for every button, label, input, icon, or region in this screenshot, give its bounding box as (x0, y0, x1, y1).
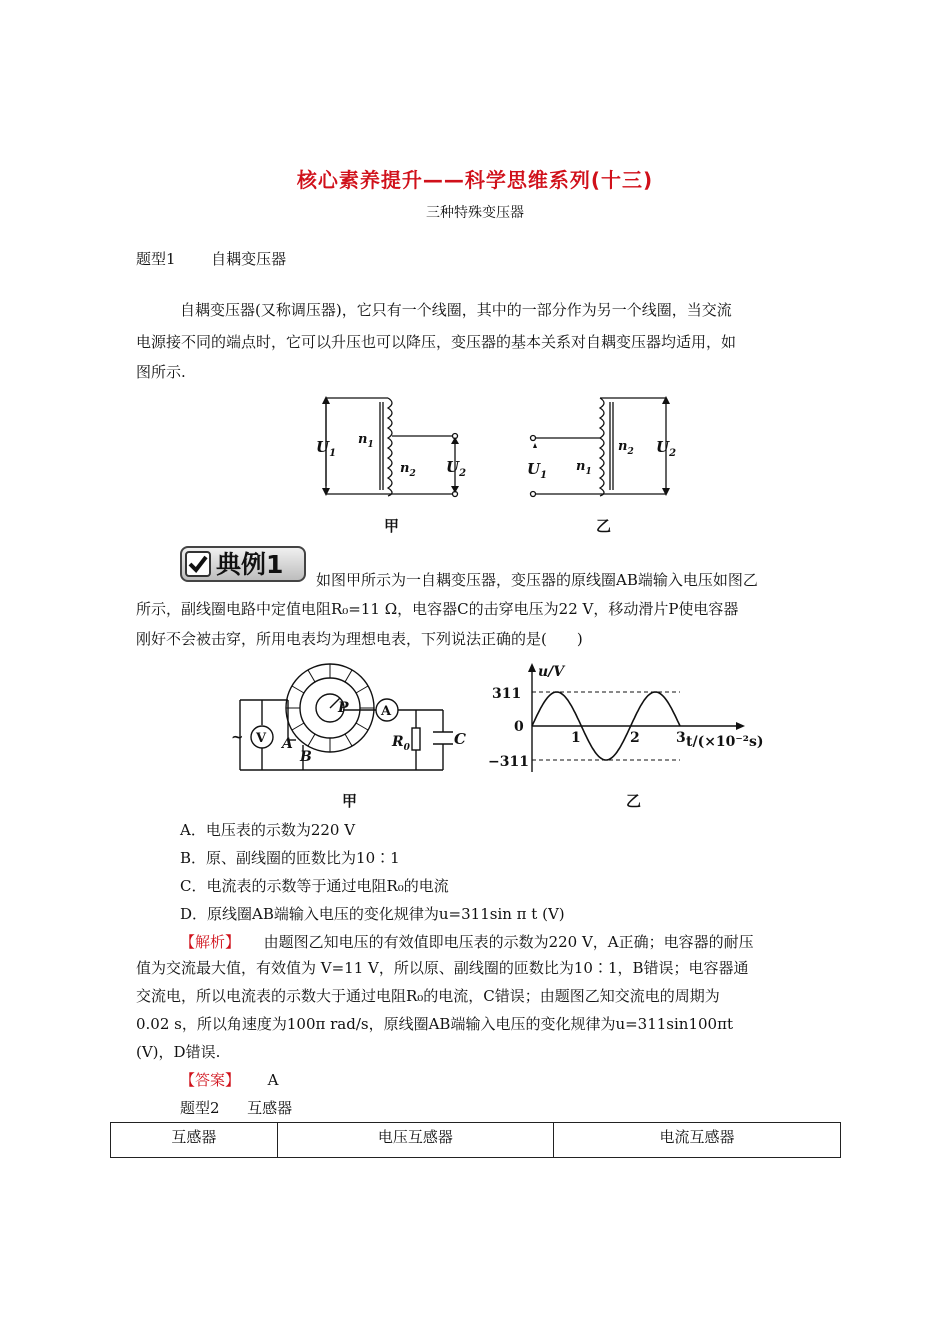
fig1-right-U2: $U_2$ (656, 438, 677, 459)
analysis-tag: 【解析】 (180, 933, 241, 951)
page-subtitle: 三种特殊变压器 (426, 205, 524, 221)
fig2-label-yi: 乙 (626, 792, 642, 810)
option-c: C．电流表的示数等于通过电阻R₀的电流 (180, 877, 449, 895)
section1-para-line2: 电源接不同的端点时，它可以升压也可以降压，变压器的基本关系对自耦变压器均适用，如 (136, 333, 737, 351)
example-question-line2: 所示，副线圈电路中定值电阻R₀=11 Ω，电容器C的击穿电压为22 V，移动滑片P使电容器 (136, 600, 739, 618)
fig1-label-yi: 乙 (596, 517, 612, 535)
section1-heading (136, 249, 286, 269)
section2-num: 题型2 (180, 1099, 220, 1117)
y-axis-arrow-icon (528, 663, 536, 672)
voltage-time-chart (482, 660, 772, 780)
x-tick-3: 3 (676, 730, 686, 746)
analysis-line5: (V)，D错误. (136, 1043, 221, 1061)
y-tick-0: 0 (514, 719, 524, 735)
fig1-left-n2: $n_2$ (400, 461, 416, 479)
example-question-line3: 刚好不会被击穿，所用电表均为理想电表，下列说法正确的是( ) (136, 630, 583, 648)
autotransformer-figure (300, 390, 700, 540)
fig1-right-U1: $U_1$ (527, 460, 548, 481)
section1-para-line1: 自耦变压器(又称调压器)，它只有一个线圈，其中的一部分作为另一个线圈，当交流 (180, 301, 732, 319)
example-badge-label: 典例1 (216, 550, 284, 579)
analysis-text1: 由题图乙知电压的有效值即电压表的示数为220 V，A正确；电容器的耐压 (263, 933, 754, 951)
option-b: B．原、副线圈的匝数比为10∶1 (180, 849, 400, 867)
analysis-line4: 0.02 s，所以角速度为100π rad/s，原线圈AB端输入电压的变化规律为u=311sin100πt (136, 1015, 733, 1033)
option-a: A．电压表的示数为220 V (180, 821, 356, 839)
fig1-left-U2: $U_2$ (446, 458, 467, 479)
fig1-left-U1: $U_1$ (316, 438, 337, 459)
resistor-R0: $R_0$ (392, 734, 410, 753)
ac-source-tilde: ~ (231, 728, 244, 746)
section1-para-line3: 图所示. (136, 363, 186, 381)
example-badge (180, 546, 306, 582)
check-icon (185, 551, 211, 577)
fig2-label-jia: 甲 (342, 792, 358, 810)
x-axis-arrow-icon (736, 722, 745, 730)
fig1-label-jia: 甲 (384, 517, 400, 535)
section2-title: 互感器 (247, 1099, 293, 1117)
slider-P: P (338, 700, 349, 716)
answer-tag: 【答案】 (180, 1071, 241, 1089)
analysis-line3: 交流电，所以电流表的示数大于通过电阻R₀的电流，C错误；由题图乙知交流电的周期为 (136, 987, 720, 1005)
y-tick-neg311: −311 (488, 754, 529, 770)
x-tick-1: 1 (571, 730, 581, 746)
analysis-line2: 值为交流最大值，有效值为 V=11 V，所以原、副线圈的匝数比为10∶1，B错误；电容器通 (136, 959, 749, 977)
section2-heading (180, 1098, 292, 1118)
example-question-line1: 如图甲所示为一自耦变压器，变压器的原线圈AB端输入电压如图乙 (316, 571, 758, 589)
transformer-table (110, 1122, 841, 1158)
fig1-right-n2: $n_2$ (618, 439, 634, 457)
chart-ylabel: u/V (538, 664, 565, 680)
answer-value: A (267, 1071, 279, 1089)
voltmeter-symbol: V (256, 731, 267, 746)
table-header-cell: 电流互感器 (553, 1123, 840, 1158)
toroid-circuit-figure (228, 660, 478, 780)
table-header-cell: 电压互感器 (277, 1123, 553, 1158)
ammeter-symbol: A (381, 704, 392, 719)
y-tick-311: 311 (492, 686, 522, 702)
analysis-line1 (180, 932, 754, 952)
answer-line (180, 1070, 278, 1090)
fig1-right-n1: $n_1$ (576, 459, 592, 477)
table-header-row (111, 1123, 841, 1158)
point-B: B (300, 749, 312, 765)
section1-num: 题型1 (136, 250, 176, 268)
section1-title: 自耦变压器 (211, 250, 287, 268)
chart-xlabel: t/(×10⁻²s) (686, 734, 764, 750)
option-d: D．原线圈AB端输入电压的变化规律为u=311sin π t (V) (180, 905, 565, 923)
table-header-cell: 互感器 (111, 1123, 278, 1158)
page-title: 核心素养提升——科学思维系列(十三) (296, 168, 654, 192)
capacitor-C: C (454, 730, 466, 748)
point-A: A (282, 736, 293, 752)
fig1-left-n1: $n_1$ (358, 432, 374, 450)
x-tick-2: 2 (630, 730, 640, 746)
